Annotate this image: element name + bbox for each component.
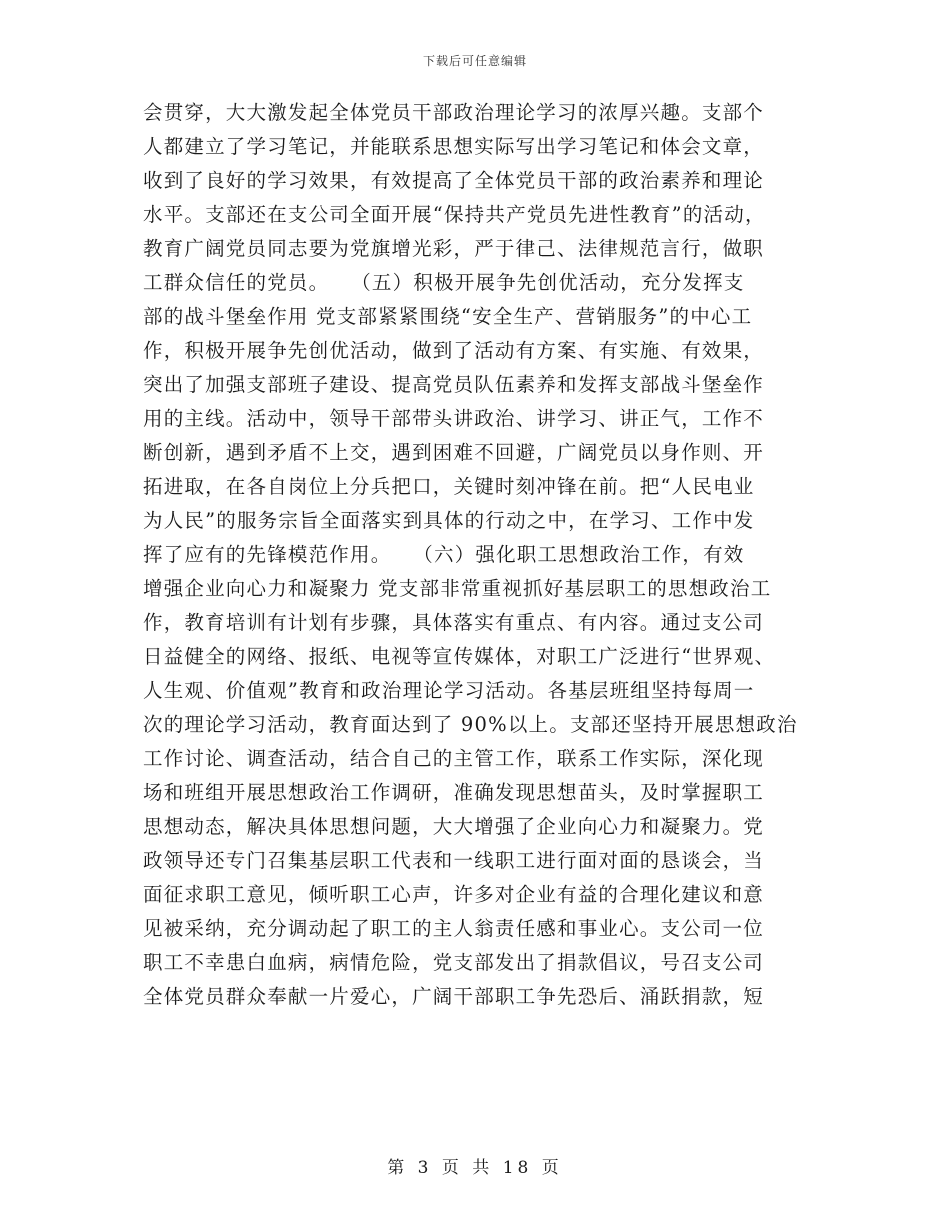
text-line: 收到了良好的学习效果，有效提高了全体党员干部的政治素养和理论 [143,169,765,192]
text-line: 增强企业向心力和凝聚力 党支部非常重视抓好基层职工的思想政治工 [143,577,772,600]
text-line: 用的主线。活动中，领导干部带头讲政治、讲学习、讲正气，工作不 [143,407,765,430]
text-line: 人都建立了学习笔记，并能联系思想实际写出学习笔记和体会文章， [143,135,765,158]
text-line: 作，积极开展争先创优活动，做到了活动有方案、有实施、有效果， [143,339,765,362]
text-line: 见被采纳，充分调动起了职工的主人翁责任感和事业心。支公司一位 [143,917,765,940]
text-line: 断创新，遇到矛盾不上交，遇到困难不回避，广阔党员以身作则、开 [143,441,765,464]
text-line: 日益健全的网络、报纸、电视等宣传媒体，对职工广泛进行“世界观、 [143,645,776,668]
text-line: 作，教育培训有计划有步骤，具体落实有重点、有内容。通过支公司 [143,611,765,634]
text-line: 面征求职工意见，倾听职工心声，许多对企业有益的合理化建议和意 [143,883,765,906]
text-line: 水平。支部还在支公司全面开展“保持共产党员先进性教育”的活动， [143,203,766,226]
text-line: 人生观、价值观”教育和政治理论学习活动。各基层班组坚持每周一 [143,679,755,702]
text-line: 思想动态，解决具体思想问题，大大增强了企业向心力和凝聚力。党 [143,815,765,838]
text-line: 教育广阔党员同志要为党旗增光彩，严于律己、法律规范言行，做职 [143,237,765,260]
text-line: 挥了应有的先锋模范作用。 （六）强化职工思想政治工作，有效 [143,543,745,566]
text-line: 工群众信任的党员。 （五）积极开展争先创优活动，充分发挥支 [143,271,745,294]
text-line: 次的理论学习活动，教育面达到了 90%以上。支部还坚持开展思想政治 [143,713,798,736]
page-header: 下载后可任意编辑 [422,54,527,68]
text-line: 政领导还专门召集基层职工代表和一线职工进行面对面的恳谈会，当 [143,849,765,872]
page-number-footer: 第 3 页 共 18 页 [387,1158,563,1178]
text-line: 会贯穿，大大激发起全体党员干部政治理论学习的浓厚兴趣。支部个 [143,101,765,124]
text-line: 部的战斗堡垒作用 党支部紧紧围绕“安全生产、营销服务”的中心工 [143,305,753,328]
text-line: 突出了加强支部班子建设、提高党员队伍素养和发挥支部战斗堡垒作 [143,373,765,396]
text-line: 工作讨论、调查活动，结合自己的主管工作，联系工作实际，深化现 [143,747,765,770]
document-body [143,96,809,1014]
text-line: 全体党员群众奉献一片爱心，广阔干部职工争先恐后、涌跃捐款，短 [143,985,765,1008]
text-line: 为人民”的服务宗旨全面落实到具体的行动之中，在学习、工作中发 [143,509,755,532]
text-line: 拓进取，在各自岗位上分兵把口，关键时刻冲锋在前。把“人民电业 [143,475,755,498]
text-line: 职工不幸患白血病，病情危险，党支部发出了捐款倡议，号召支公司 [143,951,765,974]
text-line: 场和班组开展思想政治工作调研，准确发现思想苗头，及时掌握职工 [143,781,765,804]
